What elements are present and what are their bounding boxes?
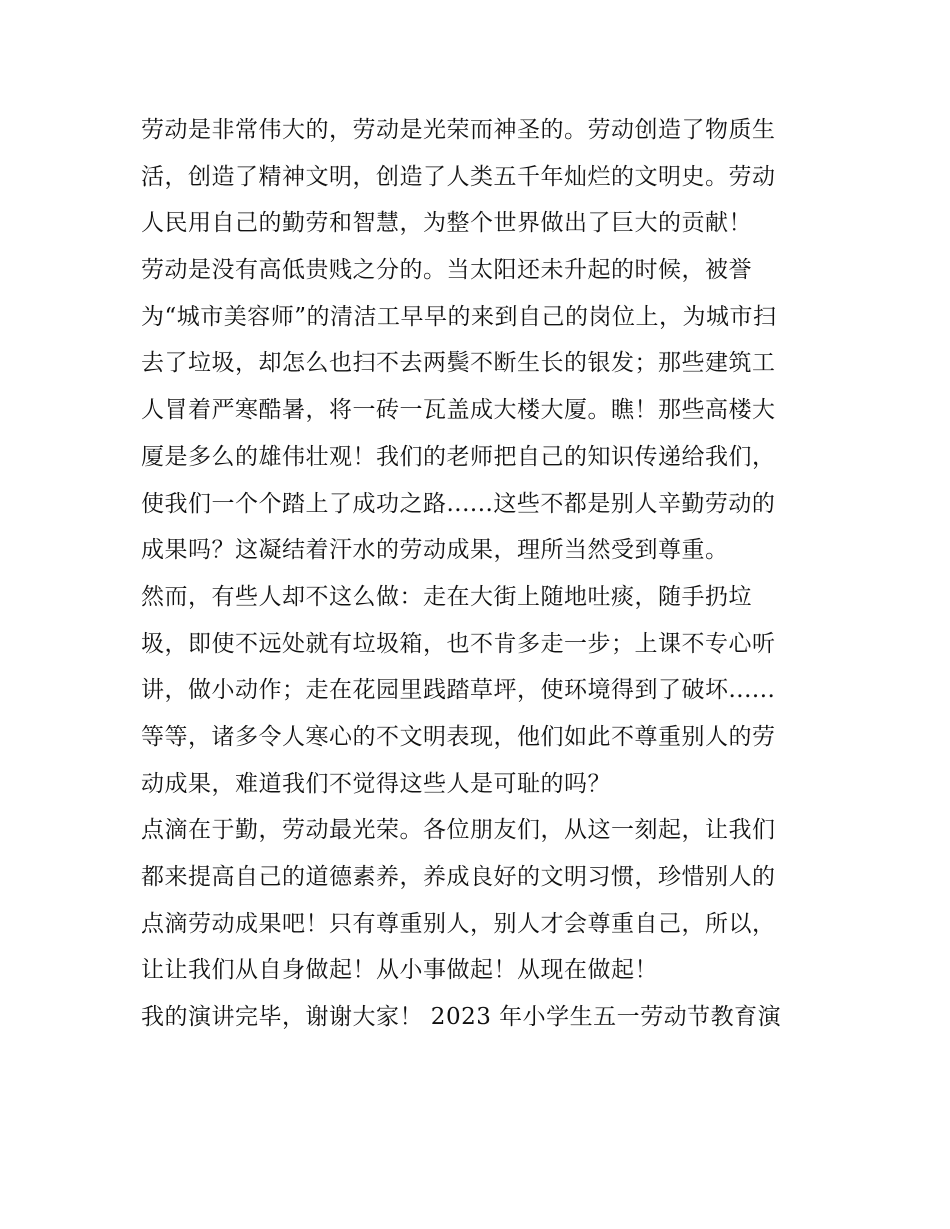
speech-text <box>141 107 821 1041</box>
text-line: 活，创造了精神文明，创造了人类五千年灿烂的文明史。劳动 <box>141 163 776 190</box>
text-line: 去了垃圾，却怎么也扫不去两鬓不断生长的银发；那些建筑工 <box>141 350 776 377</box>
text-line: 人冒着严寒酷暑，将一砖一瓦盖成大楼大厦。瞧！那些高楼大 <box>141 397 776 424</box>
text-line: 人民用自己的勤劳和智慧，为整个世界做出了巨大的贡献！ <box>141 210 752 237</box>
text-line: 成果吗？这凝结着汗水的劳动成果，理所当然受到尊重。 <box>141 537 729 564</box>
text-line: 然而，有些人却不这么做：走在大街上随地吐痰，随手扔垃 <box>141 583 752 610</box>
text-line: 都来提高自己的道德素养，养成良好的文明习惯，珍惜别人的 <box>141 864 776 890</box>
text-line: 厦是多么的雄伟壮观！我们的老师把自己的知识传递给我们， <box>141 443 776 470</box>
text-line: 使我们一个个踏上了成功之路......这些不都是别人辛勤劳动的 <box>141 490 776 517</box>
text-line: 等等，诸多令人寒心的不文明表现，他们如此不尊重别人的劳 <box>141 723 776 750</box>
text-line: 我的演讲完毕，谢谢大家！ 2023 年小学生五一劳动节教育演 <box>141 1004 782 1031</box>
text-line: 讲，做小动作；走在花园里践踏草坪，使环境得到了破坏...... <box>141 677 776 704</box>
text-line: 劳动是没有高低贵贱之分的。当太阳还未升起的时候，被誉 <box>141 257 752 284</box>
text-line: 为“城市美容师”的清洁工早早的来到自己的岗位上，为城市扫 <box>141 303 777 330</box>
text-line: 圾，即使不远处就有垃圾箱，也不肯多走一步；上课不专心听 <box>141 630 776 657</box>
text-line: 点滴在于勤，劳动最光荣。各位朋友们，从这一刻起，让我们 <box>141 817 776 844</box>
text-line: 让让我们从自身做起！从小事做起！从现在做起！ <box>141 957 658 984</box>
text-line: 劳动是非常伟大的，劳动是光荣而神圣的。劳动创造了物质生 <box>141 117 776 143</box>
text-line: 点滴劳动成果吧！只有尊重别人，别人才会尊重自己，所以， <box>141 910 776 937</box>
text-line: 动成果，难道我们不觉得这些人是可耻的吗？ <box>141 770 611 797</box>
